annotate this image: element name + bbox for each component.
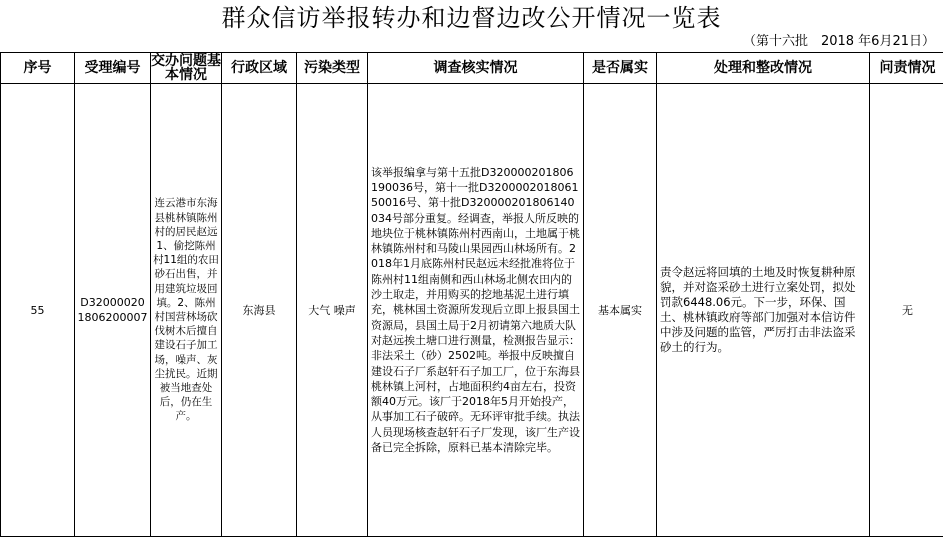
complaint-table: [0, 52, 943, 537]
header-issue: 交办问题基本情况: [151, 53, 221, 83]
table-row: [1, 84, 943, 537]
seq-value: 55: [30, 303, 45, 317]
cell-verified: [584, 84, 657, 537]
cell-accountability: [870, 84, 943, 537]
cell-pollution: [297, 84, 368, 537]
header-accountability: 问责情况: [870, 53, 943, 84]
issue-value: 连云港市东海县桃林镇陈州村的居民赵远1、偷挖陈州村11组的农田砂石出售，并用建筑垃圾回填。2、陈州村国营林场砍伐树木后擅自建设石子加工场，噪声、灰尘扰民。近期被当地查处后，仍在生产。: [153, 197, 219, 423]
cell-seq: [1, 84, 75, 537]
table-header-row: [1, 53, 943, 84]
cell-region: [222, 84, 297, 537]
cell-investigation: [368, 84, 584, 537]
cell-accept-no: [75, 84, 151, 537]
document-title: 群众信访举报转办和边督边改公开情况一览表: [221, 4, 722, 32]
region-value: 东海县: [242, 304, 276, 317]
accountability-value: 无: [902, 304, 913, 317]
header-handling: 处理和整改情况: [657, 53, 870, 84]
accept-no-value: D320000201806200007: [77, 296, 148, 324]
handling-value: 责令赵远将回填的土地及时恢复耕种原貌，并对盗采砂土进行立案处罚，拟处罚款6448.06元。下一步，环保、国土、桃林镇政府等部门加强对本信访件中涉及问题的监管，严厉打击非法盗采砂土的行为。: [660, 265, 856, 354]
cell-handling: [657, 84, 870, 537]
header-investigation: 调查核实情况: [368, 53, 584, 84]
header-region: 行政区域: [222, 53, 297, 84]
header-verified: 是否属实: [584, 53, 657, 84]
document-subtitle: （第十六批 2018 年6月21日）: [742, 34, 935, 49]
header-seq: 序号: [1, 53, 75, 84]
cell-issue: [151, 84, 222, 537]
header-accept-no: 受理编号: [75, 53, 151, 84]
pollution-value: 大气 噪声: [308, 304, 356, 317]
verified-value: 基本属实: [598, 304, 642, 317]
investigation-value: 该举报编拿与第十五批D320000201806190036号，第十一批D320000201806150016号、第十批D320000201806140034号部分重复。经调查，举报人所反映的地块位于桃林镇陈州村西南山，土地属于桃林镇陈州村和马陵山果园西山林场所有。2018年1月底陈州村民赵远未经批准将位于陈州村11组南侧和西山林场北侧农田内的沙土取走，并用购买的挖地基泥土进行填充，桃林国土资源所发现后立即上报县国土资源局，县国土局于2月初请第六地质大队对赵远挨土塘口进行测量，检测报告显示：非法采土（砂）2502吨。举报中反映擅自建设石子厂系赵轩石子加工厂，位于东海县桃林镇上河村，占地面积约4亩左右，投资额40万元。该厂于2018年5月开始投产，从事加工石子破碎。无环评审批手续。执法人员现场核查赵轩石子厂发现，该厂生产设备已完全拆除，原料已基本清除完毕。: [371, 165, 580, 455]
header-pollution: 污染类型: [297, 53, 368, 84]
